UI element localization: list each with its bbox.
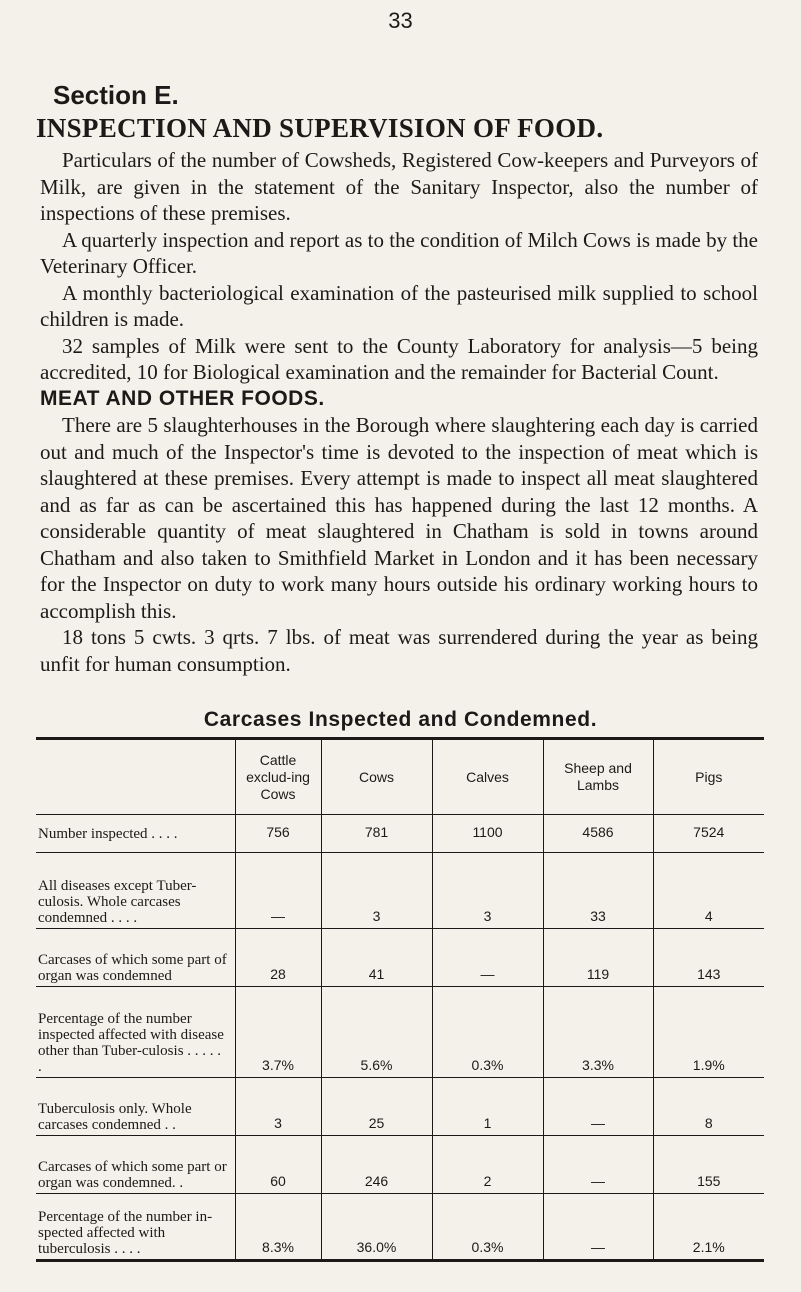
cell-value: 119 (543, 929, 653, 987)
cell-value: 8.3% (235, 1194, 321, 1261)
cell-value: 8 (653, 1078, 764, 1136)
page-number: 33 (388, 8, 413, 33)
cell-value: 33 (543, 853, 653, 929)
paragraph-milk-register: Particulars of the number of Cowsheds, Registered Cow-keepers and Purveyors of Milk, are given in the statement of the Sanitary Inspector, also the number of inspections of these premises. (40, 148, 758, 225)
cell-value: 2.1% (653, 1194, 764, 1261)
row-label: Carcases of which some part or organ was condemned. . (38, 1159, 227, 1191)
cell-value: — (543, 1078, 653, 1136)
row-label: Number inspected . . . . (38, 826, 178, 842)
row-label: Carcases of which some part of organ was condemned (38, 952, 227, 984)
paragraph-surrendered: 18 tons 5 cwts. 3 qrts. 7 lbs. of meat was surrendered during the year as being unfit for human consumption. (40, 625, 758, 676)
cell-value: 3.3% (543, 987, 653, 1078)
cell-value: 7524 (653, 815, 764, 853)
header-sheep: Sheep and Lambs (543, 739, 653, 815)
meat-heading: MEAT AND OTHER FOODS. (40, 386, 325, 410)
table-row (36, 1078, 764, 1136)
row-label: All diseases except Tuber-culosis. Whole carcases condemned . . . . (38, 878, 197, 926)
row-label: Percentage of the number in-spected affected with tuberculosis . . . . (38, 1209, 213, 1257)
table-header-row (36, 739, 764, 815)
carcases-table (36, 737, 764, 1262)
cell-value: 0.3% (432, 1194, 543, 1261)
table-row (36, 1194, 764, 1261)
cell-value: 1 (432, 1078, 543, 1136)
row-label: Percentage of the number inspected affected with disease other than Tuber-culosis . . . . . . (38, 1011, 224, 1075)
paragraph-samples: 32 samples of Milk were sent to the County Laboratory for analysis—5 being accredited, 10 for Biological examination and the remainder for Bacterial Count. (40, 333, 758, 384)
cell-value: 3 (432, 853, 543, 929)
cell-value: 60 (235, 1136, 321, 1194)
table-row (36, 987, 764, 1078)
cell-value: 246 (321, 1136, 432, 1194)
cell-value: 3 (321, 853, 432, 929)
cell-value: 5.6% (321, 987, 432, 1078)
cell-value: 3.7% (235, 987, 321, 1078)
table-row (36, 1136, 764, 1194)
cell-value: 1100 (432, 815, 543, 853)
cell-value: 4586 (543, 815, 653, 853)
cell-value: 3 (235, 1078, 321, 1136)
cell-value: 25 (321, 1078, 432, 1136)
paragraph-bacteriological: A monthly bacteriological examination of the pasteurised milk supplied to school children is made. (40, 280, 758, 331)
header-calves: Calves (432, 739, 543, 815)
cell-value: 4 (653, 853, 764, 929)
page-title: INSPECTION AND SUPERVISION OF FOOD. (36, 113, 604, 143)
paragraph-slaughterhouses: There are 5 slaughterhouses in the Borough where slaughtering each day is carried out and much of the Inspector's time is devoted to the inspection of meat which is slaughtered at these premises. Every attempt is made to inspect all meat slaughtered and as far as can be ascertained this has happened during the last 12 months. A considerable quantity of meat slaughtered in Chatham is sold in towns around Chatham and also taken to Smithfield Market in London and it has been necessary for the Inspector on duty to work many hours outside his ordinary working hours to accomplish this. (40, 413, 758, 623)
cell-value: 756 (235, 815, 321, 853)
header-cattle: Cattle exclud-ing Cows (235, 739, 321, 815)
paragraph-veterinary: A quarterly inspection and report as to the condition of Milch Cows is made by the Veterinary Officer. (40, 227, 758, 278)
table-row (36, 853, 764, 929)
cell-value: 0.3% (432, 987, 543, 1078)
section-label: Section E. (53, 80, 179, 110)
cell-value: 2 (432, 1136, 543, 1194)
cell-value: 143 (653, 929, 764, 987)
table-row (36, 929, 764, 987)
cell-value: — (235, 853, 321, 929)
body-text (40, 147, 758, 677)
header-pigs: Pigs (653, 739, 764, 815)
cell-value: 155 (653, 1136, 764, 1194)
header-label (36, 739, 235, 815)
table-caption: Carcases Inspected and Condemned. (203, 708, 598, 731)
row-label: Tuberculosis only. Whole carcases condemned . . (38, 1101, 192, 1133)
table-row (36, 815, 764, 853)
cell-value: 36.0% (321, 1194, 432, 1261)
cell-value: — (543, 1194, 653, 1261)
cell-value: — (543, 1136, 653, 1194)
cell-value: 28 (235, 929, 321, 987)
cell-value: 781 (321, 815, 432, 853)
cell-value: — (432, 929, 543, 987)
header-cows: Cows (321, 739, 432, 815)
cell-value: 1.9% (653, 987, 764, 1078)
cell-value: 41 (321, 929, 432, 987)
